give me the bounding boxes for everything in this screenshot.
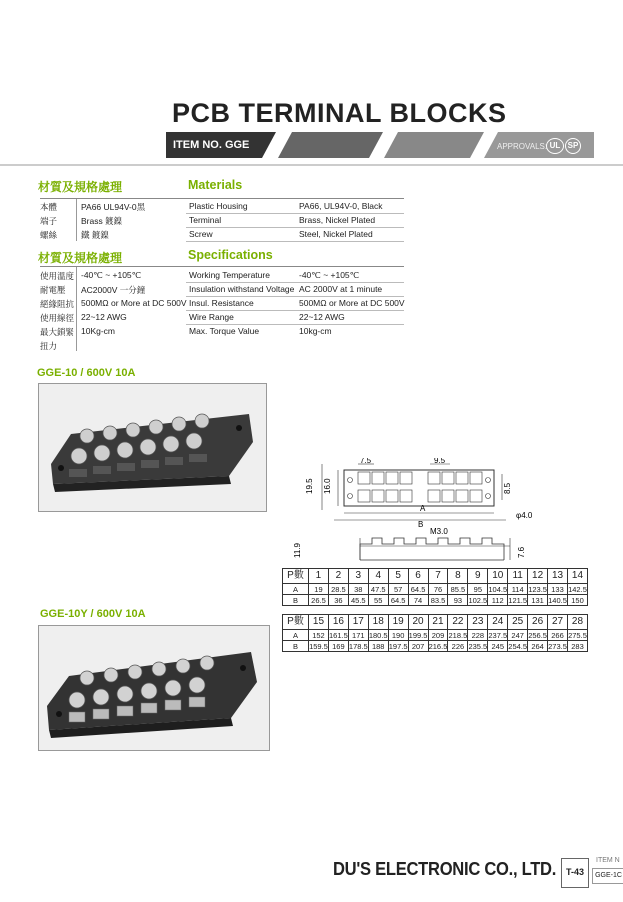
divider — [0, 164, 623, 166]
table-cell: 17 — [348, 615, 368, 630]
dim-right: 8.5 — [503, 482, 512, 494]
specifications-row — [40, 310, 404, 324]
table-cell: 197.5 — [388, 641, 408, 651]
table-cell: 190 — [388, 630, 408, 641]
table-cell: 25 — [508, 615, 528, 630]
row-label-en: Wire Range — [189, 312, 234, 322]
table-cell: 209 — [428, 630, 448, 641]
table-row — [283, 595, 588, 606]
table-cell: 28.5 — [328, 584, 348, 595]
dim-side-right: 7.6 — [517, 546, 526, 558]
table-cell: 10 — [488, 569, 508, 584]
table-cell: 216.5 — [428, 641, 448, 651]
technical-drawing — [278, 458, 618, 568]
row-value-en: AC 2000V at 1 minute — [299, 284, 383, 294]
specifications-heading-en: Specifications — [188, 248, 273, 262]
table-cell: 57 — [388, 584, 408, 595]
row-label-en: Working Temperature — [189, 270, 270, 280]
specifications-row — [40, 282, 404, 296]
table-cell: 18 — [368, 615, 388, 630]
dim-pitch-mid: 9.5 — [434, 458, 446, 465]
row-value-en: PA66, UL94V-0, Black — [299, 201, 383, 211]
table-cell: 256.5 — [528, 630, 547, 640]
table-cell: 273.5 — [548, 641, 567, 651]
materials-row — [40, 227, 404, 241]
materials-row — [40, 213, 404, 227]
table-row — [283, 641, 588, 652]
approvals-label: APPROVALS: — [497, 142, 548, 151]
table-cell: 4 — [368, 569, 388, 584]
table-row — [283, 569, 588, 584]
dim-hole: φ4.0 — [516, 511, 533, 520]
table-cell: 264 — [528, 641, 548, 652]
row-label-en: Plastic Housing — [189, 201, 248, 211]
dimension-table-2 — [282, 614, 588, 652]
row-label-en: Insulation withstand Voltage — [189, 284, 295, 294]
dimension-table-1 — [282, 568, 588, 606]
row-label-en: Max. Torque Value — [189, 326, 260, 336]
table-cell: 275.5 — [568, 630, 587, 640]
row-value-zh: PA66 UL94V-0黑 — [81, 202, 146, 212]
table-cell: 218.5 — [448, 630, 468, 640]
item-number-label: ITEM N — [596, 857, 620, 864]
table-cell: A — [283, 630, 309, 641]
table-cell: B — [283, 595, 309, 606]
specifications-row — [40, 296, 404, 310]
table-cell: 102.5 — [468, 595, 488, 605]
table-cell: 114 — [508, 584, 528, 595]
row-label-en: Insul. Resistance — [189, 298, 254, 308]
dim-b: B — [418, 520, 424, 529]
table-cell: P數 — [283, 615, 309, 630]
specifications-heading-zh: 材質及規格處理 — [38, 251, 123, 265]
row-value-en: 22~12 AWG — [299, 312, 345, 322]
table-cell: 36 — [328, 595, 348, 606]
table-cell: 228 — [468, 630, 488, 641]
row-label-zh: 扭力 — [40, 341, 58, 351]
row-label-zh: 本體 — [40, 202, 58, 212]
table-cell: 85.5 — [448, 584, 468, 595]
row-value-zh: 10Kg-cm — [81, 326, 116, 336]
specifications-row — [40, 268, 404, 282]
dim-side-height: 11.9 — [293, 543, 302, 558]
row-value-zh: -40℃ ~ +105℃ — [81, 270, 142, 280]
table-cell: 121.5 — [508, 595, 528, 605]
table-cell: 3 — [348, 569, 368, 584]
table-cell: 24 — [488, 615, 508, 630]
table-cell: 266 — [548, 630, 568, 641]
table-cell: P數 — [283, 569, 309, 584]
table-cell: 245 — [488, 641, 508, 652]
table-cell: 142.5 — [568, 584, 587, 594]
table-cell: 12 — [528, 569, 548, 584]
materials-heading-zh: 材質及規格處理 — [38, 180, 123, 194]
table-cell: 161.5 — [328, 630, 348, 640]
table-row — [283, 584, 588, 595]
header-stripe — [384, 132, 484, 158]
table-cell: 112 — [488, 595, 508, 606]
row-label-zh: 絕緣阻抗 — [40, 299, 75, 309]
table-cell: 45.5 — [348, 595, 368, 606]
table-cell: 19 — [388, 615, 408, 630]
page-number: T-43 — [561, 858, 589, 888]
table-cell: 93 — [448, 595, 468, 606]
table-cell: 7 — [428, 569, 448, 584]
table-cell: 55 — [368, 595, 388, 606]
table-cell: 19 — [309, 584, 329, 595]
table-cell: 76 — [428, 584, 448, 595]
materials-heading-en: Materials — [188, 178, 243, 192]
table-cell: 188 — [368, 641, 388, 652]
table-cell: 27 — [548, 615, 568, 630]
table-cell: 47.5 — [368, 584, 388, 595]
product-heading: GGE-10 / 600V 10A — [37, 367, 136, 379]
table-cell: 207 — [408, 641, 428, 652]
table-cell: 74 — [408, 595, 428, 606]
table-cell: A — [283, 584, 309, 595]
table-cell: 16 — [328, 615, 348, 630]
table-cell: 171 — [348, 630, 368, 641]
specifications-row — [40, 338, 404, 352]
table-cell: 152 — [309, 630, 329, 641]
table-cell: 199.5 — [408, 630, 428, 640]
row-value-en: Steel, Nickel Plated — [299, 229, 373, 239]
product-photo — [38, 383, 267, 512]
row-value-zh: 22~12 AWG — [81, 312, 127, 322]
table-cell: 140.5 — [548, 595, 567, 605]
table-cell: 159.5 — [309, 641, 328, 651]
table-cell: 26 — [528, 615, 548, 630]
page-title: PCB TERMINAL BLOCKS — [172, 98, 507, 128]
table-cell: 104.5 — [488, 584, 508, 594]
table-row — [283, 630, 588, 641]
table-cell: 15 — [309, 615, 329, 630]
table-cell: 23 — [468, 615, 488, 630]
dim-a: A — [420, 504, 426, 513]
table-cell: 28 — [567, 615, 587, 630]
table-cell: 13 — [548, 569, 568, 584]
row-value-en: 10kg-cm — [299, 326, 332, 336]
row-label-zh: 使用線徑 — [40, 313, 75, 323]
table-cell: 169 — [328, 641, 348, 652]
table-cell: 9 — [468, 569, 488, 584]
ul-certification-icon: UL — [546, 138, 564, 154]
table-cell: 5 — [388, 569, 408, 584]
row-value-zh: 鐵 鍍鎳 — [81, 230, 109, 240]
row-value-en: Brass, Nickel Plated — [299, 215, 376, 225]
table-cell: 1 — [309, 569, 329, 584]
table-cell: 64.5 — [408, 584, 428, 595]
table-cell: 6 — [408, 569, 428, 584]
table-cell: 21 — [428, 615, 448, 630]
row-label-zh: 最大鎖緊 — [40, 327, 75, 337]
table-cell: 123.5 — [528, 584, 547, 594]
table-cell: 8 — [448, 569, 468, 584]
row-label-en: Terminal — [189, 215, 222, 225]
divider — [40, 266, 404, 267]
table-row — [283, 615, 588, 630]
row-label-zh: 使用溫度 — [40, 271, 75, 281]
table-cell: B — [283, 641, 309, 652]
table-cell: 283 — [567, 641, 587, 652]
table-cell: 178.5 — [348, 641, 368, 651]
item-code: GGE-1C — [592, 868, 623, 884]
materials-row — [40, 199, 404, 213]
product-photo — [38, 625, 270, 751]
row-value-zh: 500MΩ or More at DC 500V — [81, 298, 187, 308]
table-cell: 226 — [448, 641, 468, 652]
table-cell: 26.5 — [309, 595, 329, 606]
row-label-zh: 耐電壓 — [40, 285, 66, 295]
table-cell: 22 — [448, 615, 468, 630]
row-value-en: 500MΩ or More at DC 500V — [299, 298, 405, 308]
row-label-zh: 端子 — [40, 216, 58, 226]
company-name: DU'S ELECTRONIC CO., LTD. — [333, 859, 557, 879]
table-cell: 38 — [348, 584, 368, 595]
item-number: ITEM NO. GGE — [173, 139, 250, 151]
table-cell: 95 — [468, 584, 488, 595]
row-value-zh: Brass 鍍鎳 — [81, 216, 123, 226]
dim-pitch-top: 7.5 — [360, 458, 372, 465]
product-heading: GGE-10Y / 600V 10A — [40, 608, 146, 620]
table-cell: 11 — [508, 569, 528, 584]
header-stripe — [278, 132, 383, 158]
table-cell: 2 — [328, 569, 348, 584]
table-cell: 64.5 — [388, 595, 408, 606]
table-cell: 133 — [548, 584, 568, 595]
table-cell: 14 — [567, 569, 587, 584]
dim-height-inner: 16.0 — [323, 478, 332, 494]
row-value-zh: AC2000V 一分鐘 — [81, 285, 146, 295]
row-label-en: Screw — [189, 229, 213, 239]
divider — [186, 241, 404, 242]
table-cell: 237.5 — [488, 630, 508, 640]
table-cell: 254.5 — [508, 641, 528, 651]
table-cell: 180.5 — [368, 630, 388, 640]
table-cell: 83.5 — [428, 595, 448, 606]
table-cell: 150 — [567, 595, 587, 606]
table-cell: 235.5 — [468, 641, 488, 651]
dim-height-outer: 19.5 — [305, 478, 314, 494]
table-cell: 20 — [408, 615, 428, 630]
dim-screw: M3.0 — [430, 527, 448, 536]
row-value-en: -40℃ ~ +105℃ — [299, 270, 360, 280]
row-label-zh: 螺絲 — [40, 230, 58, 240]
csa-certification-icon: SP — [565, 138, 581, 154]
table-cell: 131 — [528, 595, 548, 606]
specifications-row — [40, 324, 404, 338]
table-cell: 247 — [508, 630, 528, 641]
